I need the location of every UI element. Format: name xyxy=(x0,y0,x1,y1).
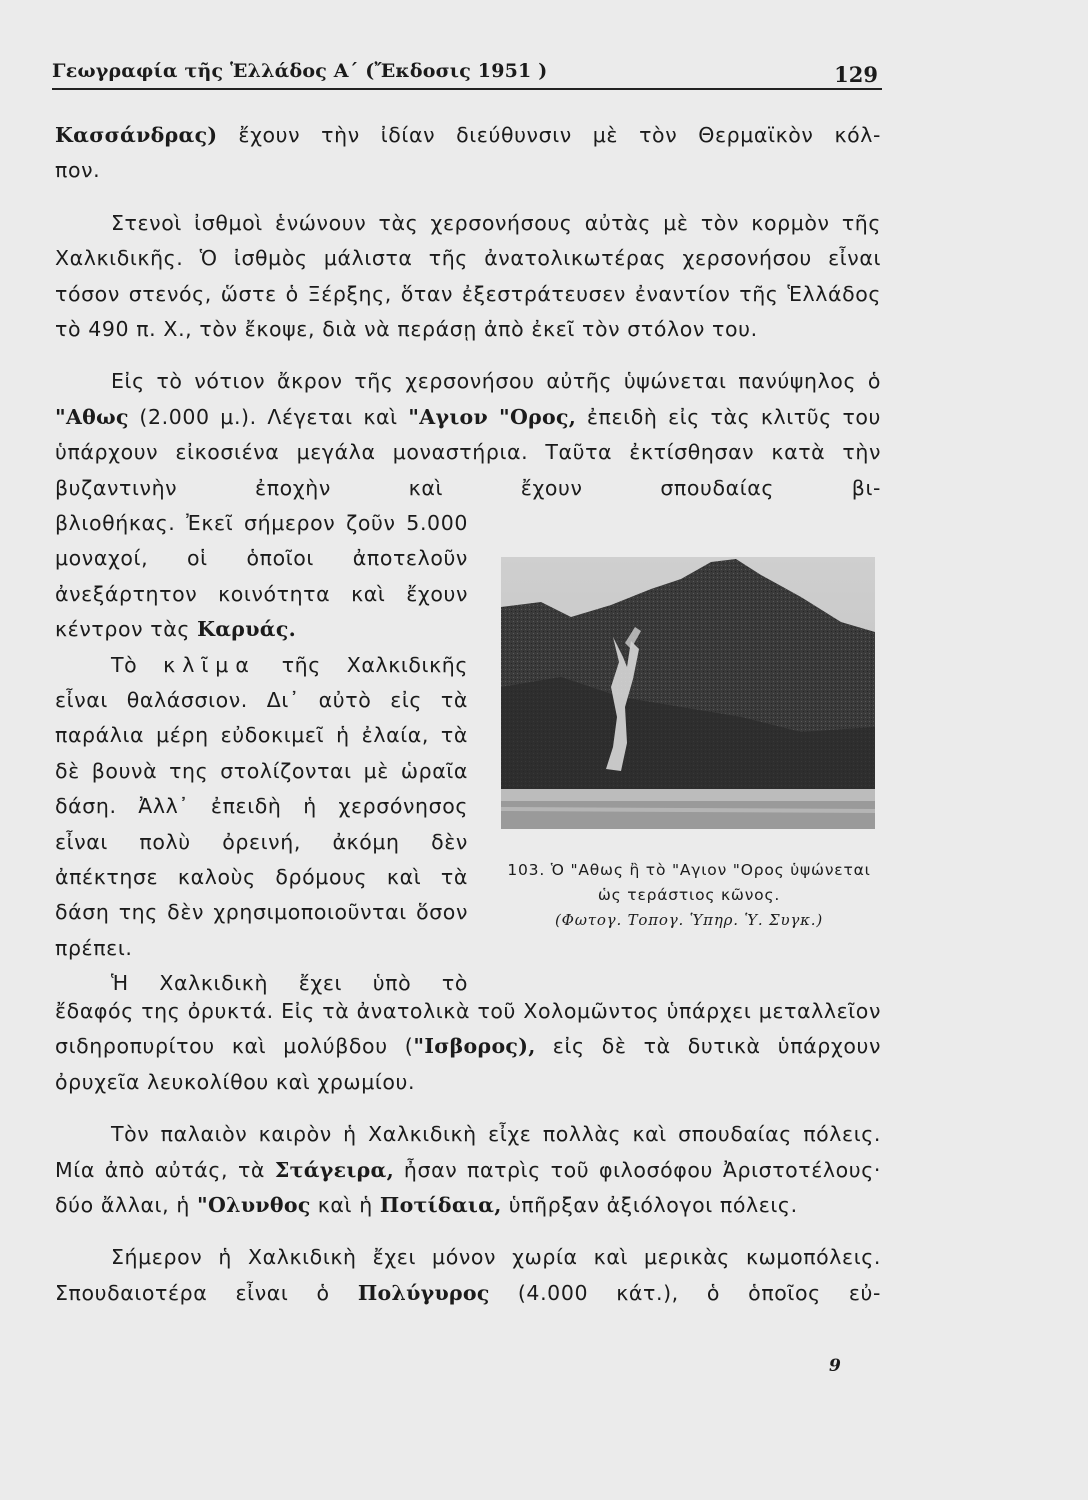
bold-term: "Ολυνθος xyxy=(197,1193,311,1218)
running-title: Γεωγραφία τῆς Ἑλλάδος Α΄ (Ἔκδοσις 1951 ) xyxy=(52,60,548,82)
bold-term: "Αγιον "Ορος, xyxy=(408,404,577,429)
paragraph-3-continued: βλιοθήκας. Ἐκεῖ σήμερον ζοῦν 5.000 μοναχοί, οἱ ὁποῖοι ἀποτελοῦν ἀνεξάρτητον κοινότητα καὶ ἔχουν κέντρον τὰς Καρυάς. xyxy=(55,511,468,642)
body-bottom xyxy=(55,994,881,1311)
bold-term: Καρυάς. xyxy=(197,617,297,642)
figure-caption xyxy=(498,858,880,933)
body-narrow xyxy=(55,506,468,1002)
mountain-photo xyxy=(501,557,875,829)
paragraph-6: Τὸν παλαιὸν καιρὸν ἡ Χαλκιδικὴ εἶχε πολλὰς καὶ σπουδαίας πόλεις. Μία ἀπὸ αὐτάς, τὰ Στάγειρα, ἦσαν πατρὶς τοῦ φιλοσόφου Ἀριστοτέλους· δύο ἄλλαι, ἡ "Ολυνθος καὶ ἡ Ποτίδαια, ὑπῆρξαν ἀξιόλογοι πόλεις. xyxy=(55,1122,881,1218)
paragraph-4: Τὸ κλῖμα τῆς Χαλκιδικῆς εἶναι θαλάσσιον. Δι᾿ αὐτὸ εἰς τὰ παράλια μέρη εὐδοκιμεῖ ἡ ἐλαία, τὰ δὲ βουνὰ της στολίζονται μὲ ὡραῖα δάση. Ἀλλ᾿ ἐπειδὴ ἡ χερσόνησος εἶναι πολὺ ὀρεινή, ἀκόμη δὲν ἀπέκτησε καλοὺς δρόμους καὶ τὰ δάση της δὲν χρησιμοποιοῦνται ὅσον πρέπει. xyxy=(55,652,468,960)
paragraph-1-end: πον. xyxy=(55,158,101,183)
header-rule xyxy=(52,88,882,90)
mountain-photo-icon xyxy=(501,557,875,829)
bold-term: Στάγειρα, xyxy=(274,1157,395,1182)
page-header xyxy=(52,56,882,92)
bold-term: Κασσάνδρας) xyxy=(55,123,218,147)
photo-credit: (Φωτογ. Τοπογ. Ὑπηρ. Ὑ. Συγκ.) xyxy=(554,911,824,929)
bold-term: Ποτίδαια, xyxy=(379,1193,502,1218)
paragraph-5-start: Ἡ Χαλκιδικὴ ἔχει ὑπὸ τὸ xyxy=(111,971,468,996)
paragraph-5: ἔδαφός της ὀρυκτά. Εἰς τὰ ἀνατολικὰ τοῦ Χολομῶντος ὑπάρχει μεταλλεῖον σιδηροπυρίτου καὶ μολύβδου ("Ισβορος), εἰς δὲ τὰ δυτικὰ ὑπάρχουν ὀρυχεῖα λευκολίθου καὶ χρωμίου. xyxy=(55,999,881,1094)
signature-mark: 9 xyxy=(829,1356,841,1376)
body-top xyxy=(55,118,881,506)
paragraph-1: Κασσάνδρας) ἔχουν τὴν ἰδίαν διεύθυνσιν μὲ τὸν Θερμαϊκὸν κόλ- xyxy=(55,123,881,147)
caption-text: 103. Ὁ "Αθως ἢ τὸ "Αγιον "Ορος ὑψώνεται ὡς τεράστιος κῶνος. xyxy=(507,861,871,904)
spaced-term: κλῖμα xyxy=(163,652,256,677)
paragraph-7: Σήμερον ἡ Χαλκιδικὴ ἔχει μόνον χωρία καὶ μερικὰς κωμοπόλεις. Σπουδαιοτέρα εἶναι ὁ Πολύγυρος (4.000 κάτ.), ὁ ὁποῖος εὐ- xyxy=(55,1245,881,1305)
bold-term: Πολύγυρος xyxy=(357,1280,490,1305)
paragraph-2: Στενοὶ ἰσθμοὶ ἑνώνουν τὰς χερσονήσους αὐτὰς μὲ τὸν κορμὸν τῆς Χαλκιδικῆς. Ὁ ἰσθμὸς μάλιστα τῆς ἀνατολικωτέρας χερσονήσου εἶναι τόσον στενός, ὥστε ὁ Ξέρξης, ὅταν ἐξεστράτευσεν ἐναντίον τῆς Ἑλλάδος τὸ 490 π. Χ., τὸν ἔκοψε, διὰ νὰ περάσῃ ἀπὸ ἐκεῖ τὸν στόλον του. xyxy=(55,210,881,342)
bold-term: "Ισβορος), xyxy=(413,1034,536,1059)
paragraph-3: Εἰς τὸ νότιον ἄκρον τῆς χερσονήσου αὐτῆς ὑψώνεται πανύψηλος ὁ "Αθως (2.000 μ.). Λέγεται καὶ "Αγιον "Ορος, ἐπειδὴ εἰς τὰς κλιτῦς του ὑπάρχουν εἰκοσιένα μεγάλα μοναστήρια. Ταῦτα ἐκτίσθησαν κατὰ τὴν βυζαντινὴν ἐποχὴν καὶ ἔχουν σπουδαίας βι- xyxy=(55,369,882,500)
page-number: 129 xyxy=(834,62,878,87)
bold-term: "Αθως xyxy=(55,404,129,429)
